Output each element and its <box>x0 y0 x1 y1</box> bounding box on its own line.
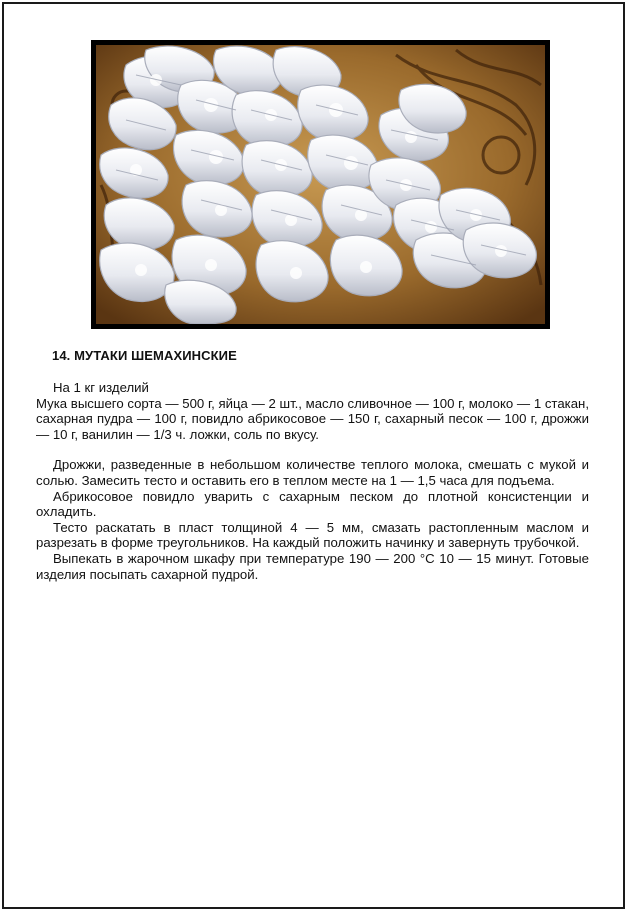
recipe-yield: На 1 кг изделий <box>53 380 149 395</box>
recipe-step: Дрожжи, разведенные в небольшом количестве теплого молока, смешать с мукой и солью. Замесить тесто и оставить его в теплом месте на 1 — 1,5 часа для подъема. <box>36 457 589 488</box>
recipe-step: Абрикосовое повидло уварить с сахарным песком до плотной консистенции и охладить. <box>36 488 589 520</box>
recipe-step: Тесто раскатать в пласт толщиной 4 — 5 мм, смазать растопленным маслом и разрезать в форме треугольников. На каждый положить начинку и завернуть трубочкой. <box>36 519 589 551</box>
recipe-ingredients: Мука высшего сорта — 500 г, яйца — 2 шт., масло сливочное — 100 г, молоко — 1 стакан, сахарная пудра — 100 г, повидло абрикосовое — 150 г, сахарный песок — 100 г, дрожжи — 10 г, ванилин — 1/3 ч. ложки, соль по вкусу. <box>36 395 589 442</box>
recipe-photo <box>91 40 550 329</box>
recipe-step: Выпекать в жарочном шкафу при температуре 190 — 200 °С 10 — 15 минут. Готовые изделия посыпать сахарной пудрой. <box>36 550 589 582</box>
mutaki-pastries-image <box>96 45 545 324</box>
recipe-title: 14. МУТАКИ ШЕМАХИНСКИЕ <box>52 348 237 363</box>
recipe-body <box>36 380 589 582</box>
